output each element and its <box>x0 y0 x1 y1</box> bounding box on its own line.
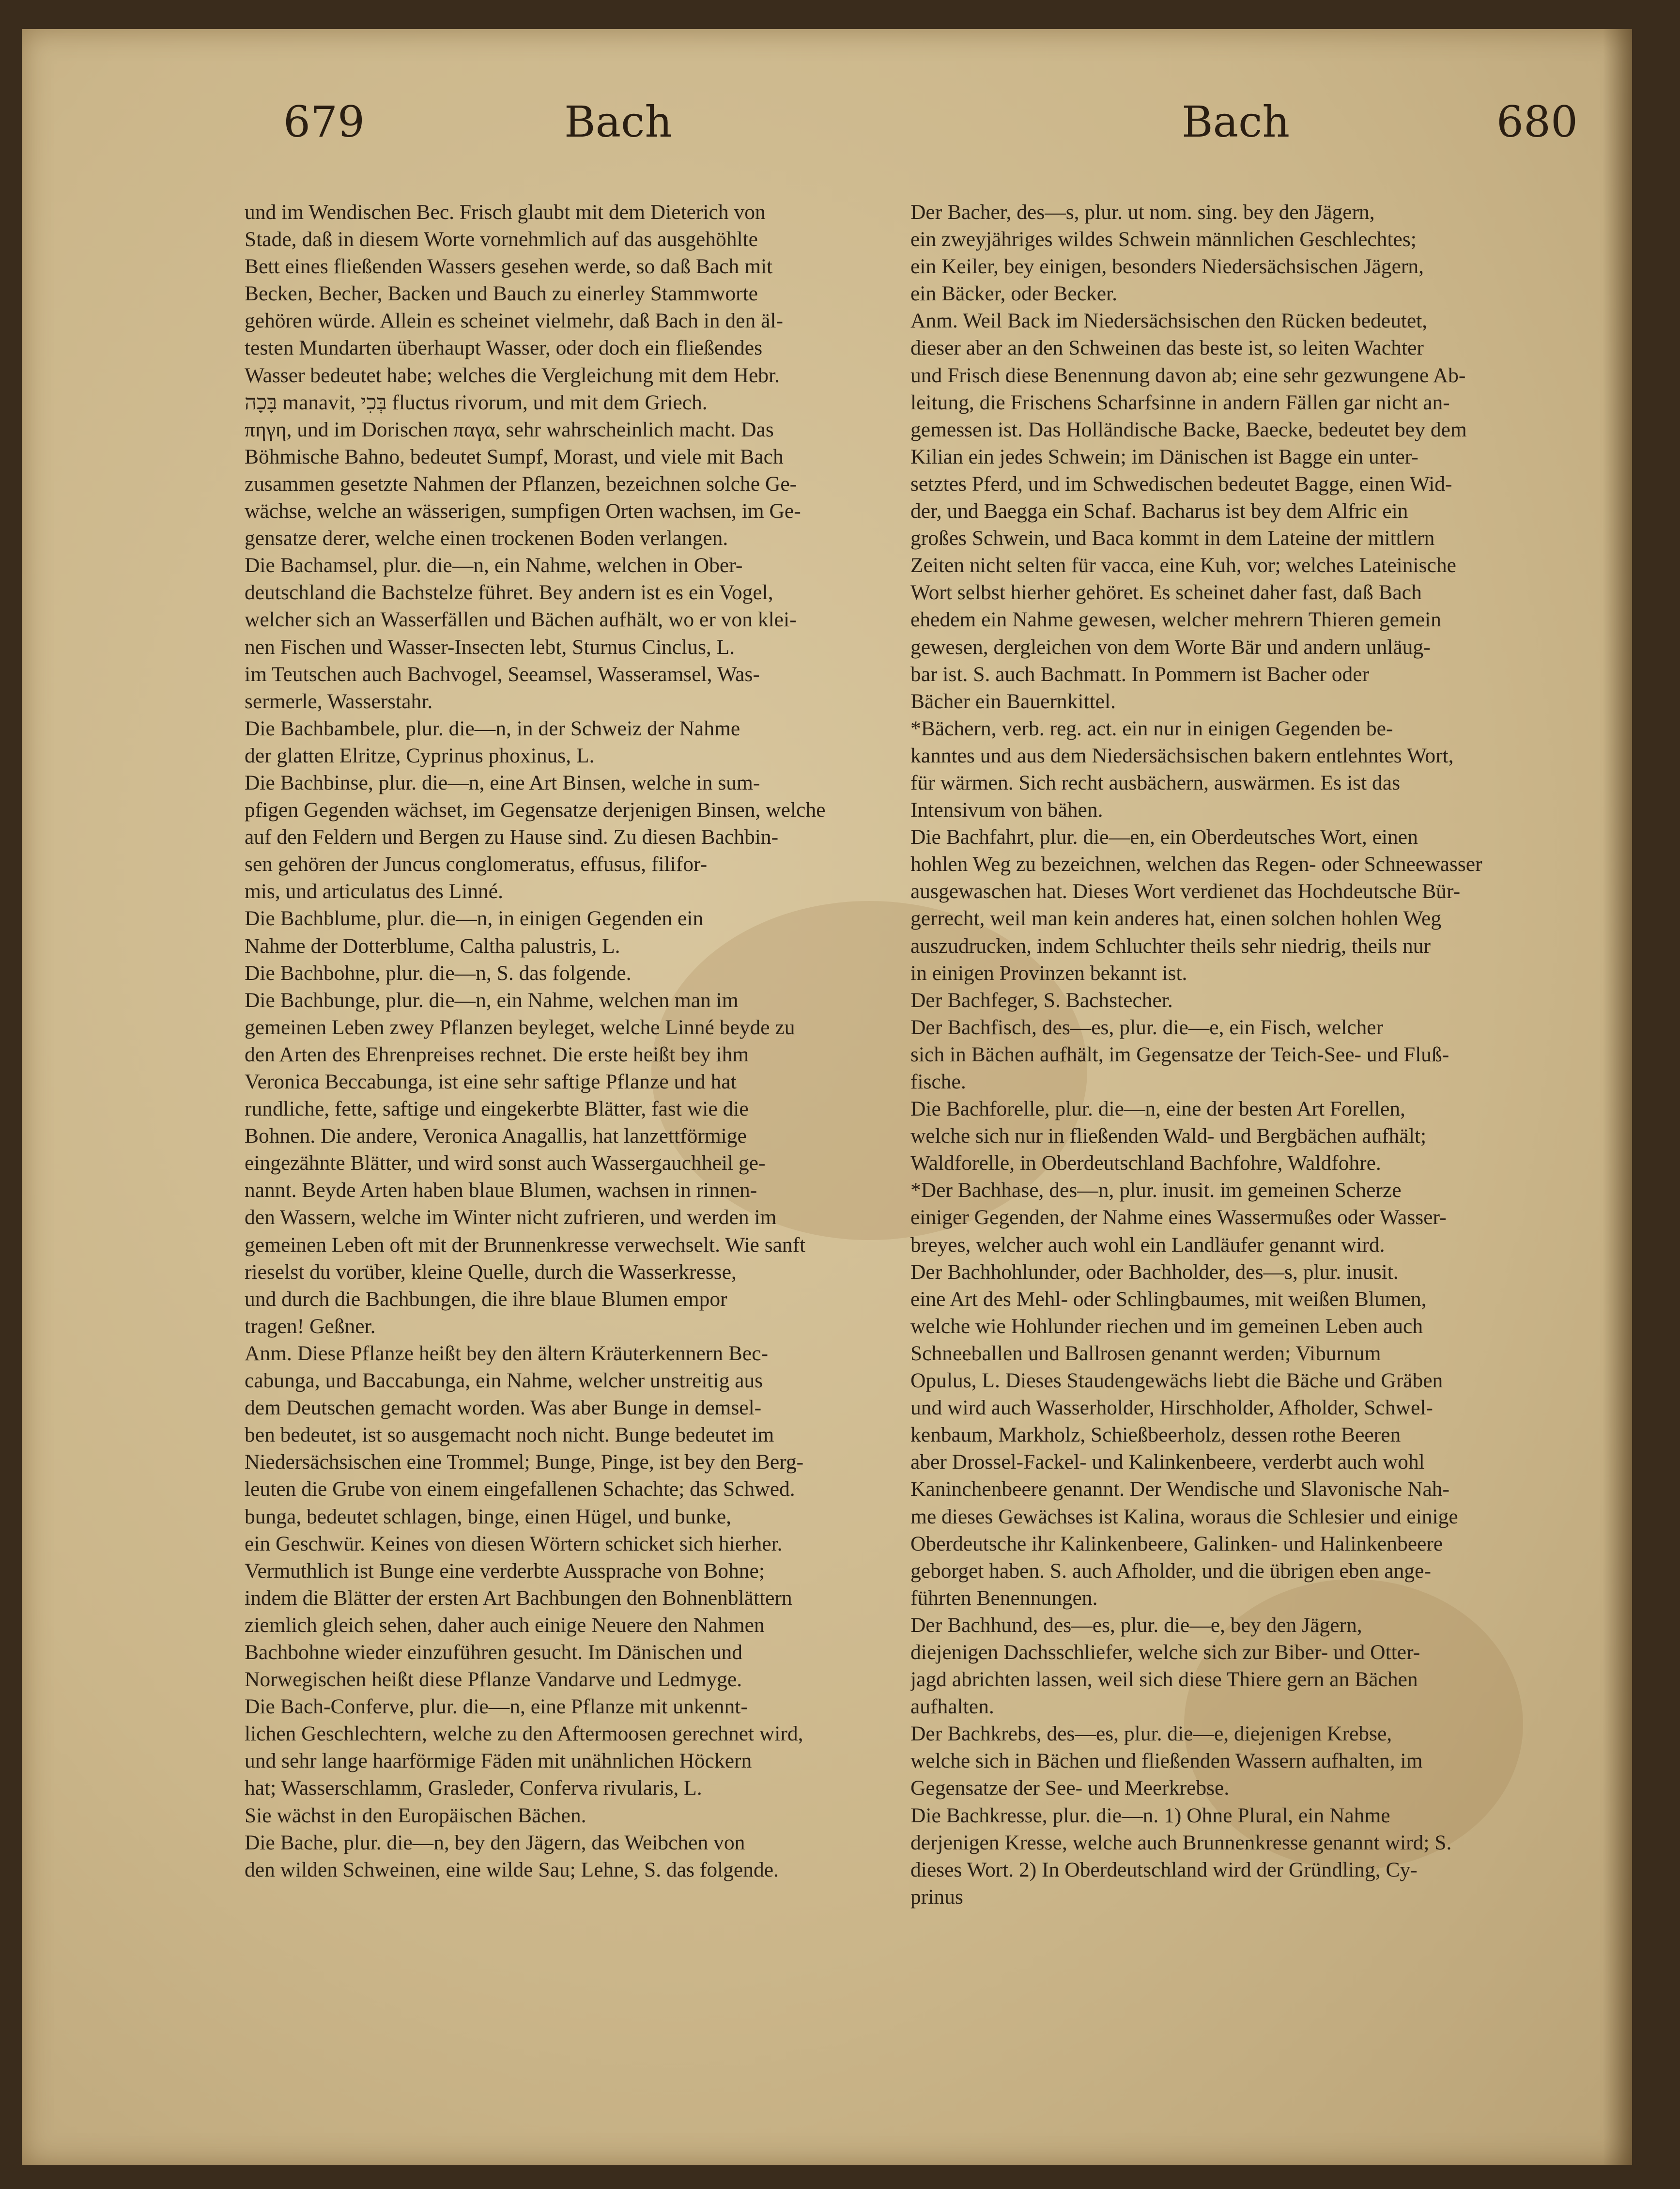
text-line: ben bedeutet, ist so ausgemacht noch nicht. Bunge bedeutet im <box>245 1423 774 1447</box>
text-line: und sehr lange haarförmige Fäden mit unähnlichen Höckern <box>245 1749 752 1773</box>
text-line: Nahme der Dotterblume, Caltha palustris, L. <box>245 934 620 958</box>
text-line: ausgewaschen hat. Dieses Wort verdienet das Hochdeutsche Bür- <box>910 880 1461 903</box>
text-line: Stade, daß in diesem Worte vornehmlich auf das ausgehöhlte <box>245 228 758 251</box>
text-line: Die Bachbunge, plur. die—n, ein Nahme, welchen man im <box>245 988 739 1012</box>
text-line: derjenigen Kresse, welche auch Brunnenkresse genannt wird; S. <box>910 1831 1452 1854</box>
text-line: Die Bachkresse, plur. die—n. 1) Ohne Plural, ein Nahme <box>910 1803 1390 1827</box>
text-line: tragen! Geßner. <box>245 1314 376 1338</box>
text-line: einiger Gegenden, der Nahme eines Wassermußes oder Wasser- <box>910 1206 1447 1229</box>
text-line: Böhmische Bahno, bedeutet Sumpf, Morast, und viele mit Bach <box>245 445 784 468</box>
text-line: Die Bach-Conferve, plur. die—n, eine Pflanze mit unkennt- <box>245 1695 748 1719</box>
text-line: nannt. Beyde Arten haben blaue Blumen, wachsen in rinnen- <box>245 1179 757 1202</box>
text-line: Der Bachfeger, S. Bachstecher. <box>910 988 1173 1012</box>
text-line: welche sich in Bächen und fließenden Wassern aufhalten, im <box>910 1749 1423 1773</box>
text-line: leuten die Grube von einem eingefallenen Schachte; das Schwed. <box>245 1477 795 1501</box>
text-line: gemeinen Leben oft mit der Brunnenkresse verwechselt. Wie sanft <box>245 1233 806 1257</box>
text-line: mis, und articulatus des Linné. <box>245 880 503 903</box>
text-line: diejenigen Dachsschliefer, welche sich zur Biber- und Otter- <box>910 1640 1420 1664</box>
text-line: leitung, die Frischens Scharfsinne in andern Fällen gar nicht an- <box>910 390 1450 414</box>
text-line: Schneeballen und Ballrosen genannt werden; Viburnum <box>910 1341 1381 1365</box>
text-line: Der Bachhohlunder, oder Bachholder, des—s, plur. inusit. <box>910 1260 1399 1284</box>
text-line: auf den Feldern und Bergen zu Hause sind. Zu diesen Bachbin- <box>245 825 779 849</box>
text-line: Anm. Diese Pflanze heißt bey den ältern Kräuterkennern Bec- <box>245 1341 769 1365</box>
text-line: kanntes und aus dem Niedersächsischen bakern entlehntes Wort, <box>910 744 1454 767</box>
text-line: gehören würde. Allein es scheinet vielmehr, daß Bach in den äl- <box>245 309 783 333</box>
text-line: wächse, welche an wässerigen, sumpfigen Orten wachsen, im Ge- <box>245 499 801 523</box>
text-line: fische. <box>910 1070 966 1093</box>
text-line: Opulus, L. Dieses Staudengewächs liebt die Bäche und Gräben <box>910 1369 1443 1393</box>
text-line: *Der Bachhase, des—n, plur. inusit. im gemeinen Scherze <box>910 1179 1402 1202</box>
text-line: bar ist. S. auch Bachmatt. In Pommern ist Bacher oder <box>910 662 1370 686</box>
text-line: dem Deutschen gemacht worden. Was aber Bunge in demsel- <box>245 1396 762 1420</box>
text-line: welcher sich an Wasserfällen und Bächen aufhält, wo er von klei- <box>245 608 797 632</box>
text-line: πηγη, und im Dorischen παγα, sehr wahrscheinlich macht. Das <box>245 418 774 441</box>
text-line: nen Fischen und Wasser-Insecten lebt, Sturnus Cinclus, L. <box>245 635 735 659</box>
text-line: gewesen, dergleichen von dem Worte Bär und andern unläug- <box>910 635 1431 659</box>
text-line: Die Bachfahrt, plur. die—en, ein Oberdeutsches Wort, einen <box>910 825 1418 849</box>
text-line: Bohnen. Die andere, Veronica Anagallis, hat lanzettförmige <box>245 1124 747 1148</box>
left-page-number: 679 <box>283 97 365 147</box>
left-running-head: Bach <box>564 97 673 147</box>
text-line: großes Schwein, und Baca kommt in dem Lateine der mittlern <box>910 527 1435 550</box>
text-line: hat; Wasserschlamm, Grasleder, Conferva rivularis, L. <box>245 1776 702 1800</box>
text-line: und durch die Bachbungen, die ihre blaue Blumen empor <box>245 1287 727 1311</box>
text-line: Sie wächst in den Europäischen Bächen. <box>245 1803 586 1827</box>
text-line: rieselst du vorüber, kleine Quelle, durch die Wasserkresse, <box>245 1260 737 1284</box>
text-line: Die Bache, plur. die—n, bey den Jägern, das Weibchen von <box>245 1831 745 1854</box>
text-line: gerrecht, weil man kein anderes hat, einen solchen hohlen Weg <box>910 907 1442 931</box>
text-line: welche wie Hohlunder riechen und im gemeinen Leben auch <box>910 1314 1423 1338</box>
text-line: ehedem ein Nahme gewesen, welcher mehrern Thieren gemein <box>910 608 1441 632</box>
text-line: ein zweyjähriges wildes Schwein männlichen Geschlechtes; <box>910 228 1417 251</box>
text-line: und wird auch Wasserholder, Hirschholder, Afholder, Schwel- <box>910 1396 1433 1420</box>
text-line: und im Wendischen Bec. Frisch glaubt mit dem Dieterich von <box>245 201 766 224</box>
text-line: Wort selbst hierher gehöret. Es scheinet daher fast, daß Bach <box>910 581 1422 605</box>
text-line: hohlen Weg zu bezeichnen, welchen das Regen- oder Schneewasser <box>910 853 1482 876</box>
text-line: den Arten des Ehrenpreises rechnet. Die erste heißt bey ihm <box>245 1042 749 1066</box>
text-line: Oberdeutsche ihr Kalinkenbeere, Galinken- und Halinkenbeere <box>910 1532 1443 1555</box>
text-line: testen Mundarten überhaupt Wasser, oder doch ein fließendes <box>245 336 763 360</box>
text-line: Becken, Becher, Backen und Bauch zu einerley Stammworte <box>245 282 758 306</box>
text-line: sermerle, Wasserstahr. <box>245 689 433 713</box>
right-column <box>910 199 1593 1910</box>
text-line: Die Bachbohne, plur. die—n, S. das folgende. <box>245 961 632 985</box>
text-line: den wilden Schweinen, eine wilde Sau; Lehne, S. das folgende. <box>245 1858 779 1881</box>
text-line: Der Bacher, des—s, plur. ut nom. sing. bey den Jägern, <box>910 201 1375 224</box>
text-line: Anm. Weil Back im Niedersächsischen den Rücken bedeutet, <box>910 309 1428 333</box>
text-line: führten Benennungen. <box>910 1586 1098 1610</box>
text-line: deutschland die Bachstelze führet. Bey andern ist es ein Vogel, <box>245 581 773 605</box>
text-line: Niedersächsischen eine Trommel; Bunge, Pinge, ist bey den Berg- <box>245 1450 804 1474</box>
text-line: jagd abrichten lassen, weil sich diese Thiere gern an Bächen <box>910 1668 1418 1692</box>
text-line: prinus <box>910 1885 963 1909</box>
text-line: Kaninchenbeere genannt. Der Wendische und Slavonische Nah- <box>910 1477 1450 1501</box>
text-line: Der Bachhund, des—es, plur. die—e, bey den Jägern, <box>910 1613 1362 1637</box>
text-line: Die Bachbambele, plur. die—n, in der Schweiz der Nahme <box>245 716 740 740</box>
text-line: für wärmen. Sich recht ausbächern, auswärmen. Es ist das <box>910 771 1401 794</box>
page-edge-shadow <box>1603 29 1632 2165</box>
text-line: eine Art des Mehl- oder Schlingbaumes, mit weißen Blumen, <box>910 1287 1427 1311</box>
right-page-number: 680 <box>1496 97 1578 147</box>
text-line: im Teutschen auch Bachvogel, Seeamsel, Wasseramsel, Was- <box>245 662 760 686</box>
text-line: Die Bachforelle, plur. die—n, eine der besten Art Forellen, <box>910 1097 1405 1121</box>
text-line: Der Bachkrebs, des—es, plur. die—e, diejenigen Krebse, <box>910 1722 1392 1746</box>
text-line: geborget haben. S. auch Afholder, und die übrigen eben ange- <box>910 1559 1431 1583</box>
text-line: welche sich nur in fließenden Wald- und Bergbächen aufhält; <box>910 1124 1427 1148</box>
text-line: Wasser bedeutet habe; welches die Vergleichung mit dem Hebr. <box>245 363 780 387</box>
text-line: Norwegischen heißt diese Pflanze Vandarve und Ledmyge. <box>245 1668 742 1692</box>
text-line: kenbaum, Markholz, Schießbeerholz, dessen rothe Beeren <box>910 1423 1401 1447</box>
text-line: Der Bachfisch, des—es, plur. die—e, ein Fisch, welcher <box>910 1015 1384 1039</box>
text-line: cabunga, und Baccabunga, ein Nahme, welcher unstreitig aus <box>245 1369 763 1393</box>
text-line: Bachbohne wieder einzuführen gesucht. Im Dänischen und <box>245 1640 742 1664</box>
text-line: Gegensatze der See- und Meerkrebse. <box>910 1776 1230 1800</box>
text-line: dieser aber an den Schweinen das beste ist, so leiten Wachter <box>910 336 1424 360</box>
text-line: und Frisch diese Benennung davon ab; eine sehr gezwungene Ab- <box>910 363 1466 387</box>
text-line: me dieses Gewächses ist Kalina, woraus die Schlesier und einige <box>910 1505 1458 1528</box>
text-line: eingezähnte Blätter, und wird sonst auch Wassergauchheil ge- <box>245 1151 766 1175</box>
text-line: gensatze derer, welche einen trockenen Boden verlangen. <box>245 527 728 550</box>
text-line: der glatten Elritze, Cyprinus phoxinus, L. <box>245 744 595 767</box>
text-line: gemeinen Leben zwey Pflanzen beyleget, welche Linné beyde zu <box>245 1015 795 1039</box>
text-line: dieses Wort. 2) In Oberdeutschland wird der Gründling, Cy- <box>910 1858 1418 1881</box>
text-line: ziemlich gleich sehen, daher auch einige Neuere den Nahmen <box>245 1613 765 1637</box>
text-line: Intensivum von bähen. <box>910 798 1103 822</box>
text-line: gemessen ist. Das Holländische Backe, Baecke, bedeutet bey dem <box>910 418 1467 441</box>
text-line: בָּכָה manavit, בְּכִי fluctus rivorum, und mit dem Griech. <box>245 390 708 414</box>
text-line: Die Bachblume, plur. die—n, in einigen Gegenden ein <box>245 907 704 931</box>
text-line: auszudrucken, indem Schluchter theils sehr niedrig, theils nur <box>910 934 1431 958</box>
text-line: Die Bachamsel, plur. die—n, ein Nahme, welchen in Ober- <box>245 554 743 577</box>
text-line: Die Bachbinse, plur. die—n, eine Art Binsen, welche in sum- <box>245 771 760 794</box>
text-line: lichen Geschlechtern, welche zu den Aftermoosen gerechnet wird, <box>245 1722 803 1746</box>
text-line: Waldforelle, in Oberdeutschland Bachfohre, Waldfohre. <box>910 1151 1381 1175</box>
text-line: Zeiten nicht selten für vacca, eine Kuh, vor; welches Lateinische <box>910 554 1456 577</box>
text-line: ein Bäcker, oder Becker. <box>910 282 1118 306</box>
text-line: Bett eines fließenden Wassers gesehen werde, so daß Bach mit <box>245 255 773 279</box>
text-line: in einigen Provinzen bekannt ist. <box>910 961 1187 985</box>
text-line: bunga, bedeutet schlagen, binge, einen Hügel, und bunke, <box>245 1505 732 1528</box>
text-line: Bächer ein Bauernkittel. <box>910 689 1116 713</box>
text-line: ein Keiler, bey einigen, besonders Niedersächsischen Jägern, <box>910 255 1424 279</box>
left-column <box>245 199 927 1883</box>
text-line: sen gehören der Juncus conglomeratus, effusus, filifor- <box>245 853 708 876</box>
text-line: breyes, welcher auch wohl ein Landläufer genannt wird. <box>910 1233 1385 1257</box>
text-line: aber Drossel-Fackel- und Kalinkenbeere, verderbt auch wohl <box>910 1450 1425 1474</box>
text-line: sich in Bächen aufhält, im Gegensatze der Teich-See- und Fluß- <box>910 1042 1449 1066</box>
text-line: ein Geschwür. Keines von diesen Wörtern schicket sich hierher. <box>245 1532 783 1555</box>
text-line: pfigen Gegenden wächset, im Gegensatze derjenigen Binsen, welche <box>245 798 826 822</box>
text-line: rundliche, fette, saftige und eingekerbte Blätter, fast wie die <box>245 1097 749 1121</box>
text-line: Veronica Beccabunga, ist eine sehr saftige Pflanze und hat <box>245 1070 737 1093</box>
text-line: *Bächern, verb. reg. act. ein nur in einigen Gegenden be- <box>910 716 1393 740</box>
text-line: Kilian ein jedes Schwein; im Dänischen ist Bagge ein unter- <box>910 445 1418 468</box>
text-line: den Wassern, welche im Winter nicht zufrieren, und werden im <box>245 1206 777 1229</box>
text-line: setztes Pferd, und im Schwedischen bedeutet Bagge, einen Wid- <box>910 472 1452 496</box>
text-line: aufhalten. <box>910 1695 994 1719</box>
text-line: der, und Baegga ein Schaf. Bacharus ist bey dem Alfric ein <box>910 499 1408 523</box>
text-line: indem die Blätter der ersten Art Bachbungen den Bohnenblättern <box>245 1586 792 1610</box>
text-line: zusammen gesetzte Nahmen der Pflanzen, bezeichnen solche Ge- <box>245 472 797 496</box>
right-running-head: Bach <box>1182 97 1290 147</box>
text-line: Vermuthlich ist Bunge eine verderbte Aussprache von Bohne; <box>245 1559 765 1583</box>
